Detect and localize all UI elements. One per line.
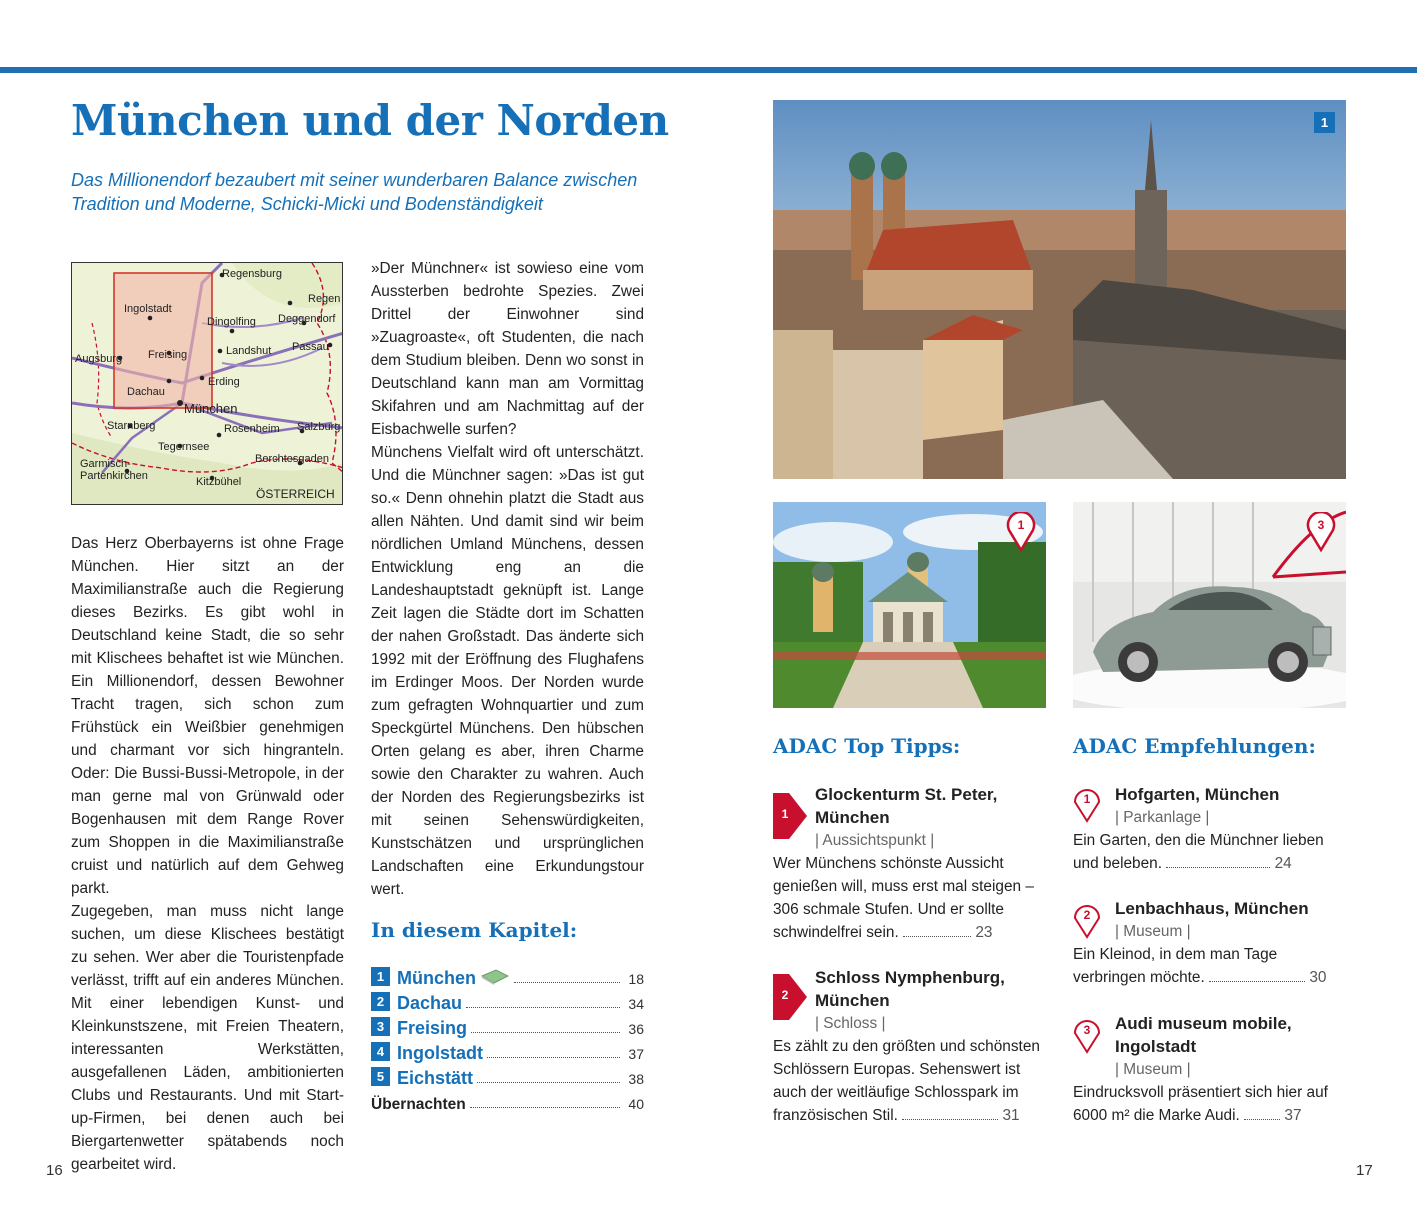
leader-dots xyxy=(466,1007,620,1008)
paragraph: Das Herz Oberbayerns ist ohne Frage München. Hier sitzt an der Maximilianstraße auch die Regierung dieses Bezirks. Es gibt wohl in Deutschland keine Stadt, die so sehr mit Klischees behaftet ist wie München. Ein Millionendorf, dessen Bewohner Tracht tragen, sich schon zum Frühstück ein Weißbier genehmigen und charmant vor sich hingranteln. Oder: Die Bussi-Bussi-Metropole, in der man gerne mal von Grünwald oder Bogenhausen mit dem Range Rover zum Shoppen in die Maximilianstraße cruist und natürlich auf dem Gehweg parkt. xyxy=(71,535,344,897)
toc-item[interactable] xyxy=(371,989,644,1014)
top-tipps-heading: ADAC Top Tipps: xyxy=(773,734,961,758)
top-rule xyxy=(0,67,1417,73)
tip-page: 23 xyxy=(975,924,993,941)
tip-description-text: Es zählt zu den größten und schönsten Schlössern Europas. Sehenswert ist auch der weitläufige Schlosspark im französischen Stil. xyxy=(773,1038,1040,1124)
chapter-contents-heading: In diesem Kapitel: xyxy=(371,918,578,942)
map-label-deggendorf: Deggendorf xyxy=(278,313,336,325)
toc-label[interactable]: Dachau xyxy=(397,993,463,1013)
empfehlungen-heading: ADAC Empfehlungen: xyxy=(1073,734,1316,758)
empfehlung-item[interactable] xyxy=(1073,897,1347,989)
map-label-oesterreich: ÖSTERREICH xyxy=(256,487,335,501)
recommendation-title: Audi museum mobile, xyxy=(1115,1014,1292,1033)
toc-item[interactable] xyxy=(371,1014,644,1039)
recommendation-description-text: Ein Garten, den die Münchner lieben und beleben. xyxy=(1073,832,1324,872)
chapter-contents xyxy=(371,964,644,1114)
map-label-freising: Freising xyxy=(148,349,188,361)
toc-number: 2 xyxy=(371,992,390,1011)
recommendation-number: 3 xyxy=(1083,1023,1091,1037)
leader-dots xyxy=(1244,1118,1280,1120)
recommendation-number: 2 xyxy=(1083,908,1091,922)
toc-number: 5 xyxy=(371,1067,390,1086)
map-sheet-icon xyxy=(480,968,510,986)
recommendation-description xyxy=(1073,943,1347,989)
recommendation-title: Hofgarten, München xyxy=(1115,785,1280,804)
map-label-dingolfing: Dingolfing xyxy=(207,316,256,328)
leader-dots xyxy=(902,1118,998,1120)
tip-number: 2 xyxy=(781,988,789,1002)
toc-number: 3 xyxy=(371,1017,390,1036)
leader-dots xyxy=(1166,866,1270,868)
toc-label[interactable]: Freising xyxy=(397,1018,468,1038)
leader-dots xyxy=(477,1082,620,1083)
map-label-landshut: Landshut xyxy=(226,345,272,357)
tip-description-text: Wer Münchens schönste Aussicht genießen will, muss erst mal steigen – 306 schmale Stufen. Und er sollte schwindelfrei sein. xyxy=(773,855,1034,941)
tip-category: | Schloss | xyxy=(815,1015,886,1032)
toc-label[interactable]: Ingolstadt xyxy=(397,1043,483,1063)
paragraph: Münchens Vielfalt wird oft unterschätzt. Und die Münchner sagen: »Das ist gut so.« Denn ohnehin platzt die Stadt aus allen Nähten. Und damit sind wir beim nördlichen Umland Münchens, dessen Entwicklung eng an die Landeshauptstadt geknüpft ist. Lange Zeit lagen die Städte dort im Schatten der nahen Großstadt. Das änderte sich 1992 mit der Eröffnung des Flughafens im Erdinger Moos. Der Norden wurde zum gefragten Wohnquartier und zum Speckgürtel Münchens. Den hübschen Orten gelang es aber, ihren Charme sowie den Charakter zu wahren. Auch der Norden des Regierungsbezirks ist mit seinen Sehenswürdigkeiten, Kunstschätzen und ursprünglichen Landschaften eine Erkundungstour wert. xyxy=(371,444,644,898)
recommendation-title: Lenbachhaus, München xyxy=(1115,899,1309,918)
toc-item[interactable] xyxy=(371,964,644,989)
toc-number: 4 xyxy=(371,1042,390,1061)
map-label-salzburg: Salzburg xyxy=(297,421,341,433)
photo-hofgarten xyxy=(773,502,1046,708)
leader-dots xyxy=(514,982,620,983)
recommendation-category: | Museum | xyxy=(1115,1061,1191,1078)
leader-dots xyxy=(471,1032,620,1033)
empfehlung-item[interactable] xyxy=(1073,1012,1347,1127)
toc-page: 37 xyxy=(628,1046,644,1062)
chapter-title: München und der Norden xyxy=(71,96,669,145)
photo-audi-museum xyxy=(1073,502,1346,708)
map-label-starnberg: Starnberg xyxy=(107,420,156,432)
map-label-dachau: Dachau xyxy=(127,386,165,398)
toc-item[interactable] xyxy=(371,1064,644,1089)
leader-dots xyxy=(487,1057,620,1058)
toc-item[interactable] xyxy=(371,1039,644,1064)
paragraph: Zugegeben, man muss nicht lange suchen, um diese Klischees bestätigt zu sehen. Wer aber die Touristenpfade verlässt, trifft auf ein anderes München. Mit einer lebendigen Kunst- und Kleinkunstszene, mit Freien Theatern, interessanten Werkstätten, ausgefallenen Läden, ambitionierten Clubs und Restaurants. Und mit Start-up-Firmen, bei denen auch bei Biergartenwetter spätabends noch gearbeitet wird. xyxy=(71,903,344,1173)
tip-title-line2: München xyxy=(815,808,890,827)
page-number-right: 17 xyxy=(1356,1162,1373,1179)
map-label-regensburg: Regensburg xyxy=(222,268,282,280)
leader-dots xyxy=(903,935,971,937)
map-label-berchtesgaden: Berchtesgaden xyxy=(255,453,329,465)
top-tipp-item[interactable] xyxy=(773,966,1047,1127)
chapter-subtitle: Das Millionendorf bezaubert mit seiner wunderbaren Balance zwischen Tradition und Moderne, Schicki-Micki und Bodenständigkeit xyxy=(71,170,638,214)
map-label-muenchen: München xyxy=(184,401,238,416)
toc-page: 36 xyxy=(628,1021,644,1037)
thumb-number-badge: 1 xyxy=(1017,518,1025,532)
leader-dots xyxy=(470,1107,620,1108)
map-label-erding: Erding xyxy=(208,376,240,388)
recommendation-category: | Museum | xyxy=(1115,923,1191,940)
tip-description xyxy=(773,852,1047,944)
map-label-kitzbuehel: Kitzbühel xyxy=(196,476,242,488)
region-map xyxy=(71,262,343,505)
thumb-number-badge: 3 xyxy=(1317,518,1325,532)
map-label-garmisch: Garmisch-Partenkirchen xyxy=(80,458,148,482)
recommendation-description-text: Ein Kleinod, in dem man Tage verbringen möchte. xyxy=(1073,946,1278,986)
recommendation-description-text: Eindrucksvoll präsentiert sich hier auf 6000 m² die Marke Audi. xyxy=(1073,1084,1328,1124)
toc-page: 18 xyxy=(628,971,644,987)
map-label-regen: Regen xyxy=(308,293,341,305)
tip-number: 1 xyxy=(781,807,789,821)
toc-label[interactable]: Übernachten xyxy=(371,1096,466,1113)
recommendation-page: 30 xyxy=(1309,969,1327,986)
tip-title-line2: München xyxy=(815,991,890,1010)
toc-label[interactable]: München xyxy=(397,968,476,988)
toc-label[interactable]: Eichstätt xyxy=(397,1068,474,1088)
munich-photo-graphic xyxy=(773,100,1346,479)
tip-category: | Aussichtspunkt | xyxy=(815,832,935,849)
paragraph: »Der Münchner« ist sowieso eine vom Aussterben bedrohte Spezies. Zwei Drittel der Einwohner sind »Zuagroaste«, oft Studenten, die nach dem Studium bleiben. Denn wo sonst in Deutschland kann man am Vormittag Skifahren und am Nachmittag auf der Eisbachwelle surfen? xyxy=(371,260,644,438)
toc-page: 38 xyxy=(628,1071,644,1087)
tip-page: 31 xyxy=(1002,1107,1020,1124)
map-label-passau: Passau xyxy=(292,341,329,353)
recommendation-page: 37 xyxy=(1284,1107,1302,1124)
map-label-augsburg: Augsburg xyxy=(75,353,123,365)
recommendation-title-line2: Ingolstadt xyxy=(1115,1037,1197,1056)
toc-item[interactable] xyxy=(371,1089,644,1114)
map-label-rosenheim: Rosenheim xyxy=(224,423,280,435)
toc-page: 40 xyxy=(628,1096,644,1112)
recommendation-category: | Parkanlage | xyxy=(1115,809,1210,826)
toc-page: 34 xyxy=(628,996,644,1012)
tip-title: Schloss Nymphenburg, xyxy=(815,968,1005,987)
map-label-tegernsee: Tegernsee xyxy=(158,441,210,453)
empfehlung-item[interactable] xyxy=(1073,783,1347,875)
recommendation-number: 1 xyxy=(1083,792,1091,806)
map-label-ingolstadt: Ingolstadt xyxy=(124,303,172,315)
tip-title: Glockenturm St. Peter, xyxy=(815,785,998,804)
recommendation-description xyxy=(1073,1081,1347,1127)
top-tipp-item[interactable] xyxy=(773,783,1047,944)
recommendation-description xyxy=(1073,829,1347,875)
photo-munich-marienplatz xyxy=(773,100,1346,479)
toc-number: 1 xyxy=(371,967,390,986)
photo-number-badge: 1 xyxy=(1320,115,1329,130)
body-column-2 xyxy=(371,257,644,901)
page-number-left: 16 xyxy=(46,1162,63,1179)
leader-dots xyxy=(1209,980,1305,982)
body-column-1 xyxy=(71,532,344,1176)
recommendation-page: 24 xyxy=(1274,855,1292,872)
tip-description xyxy=(773,1035,1047,1127)
